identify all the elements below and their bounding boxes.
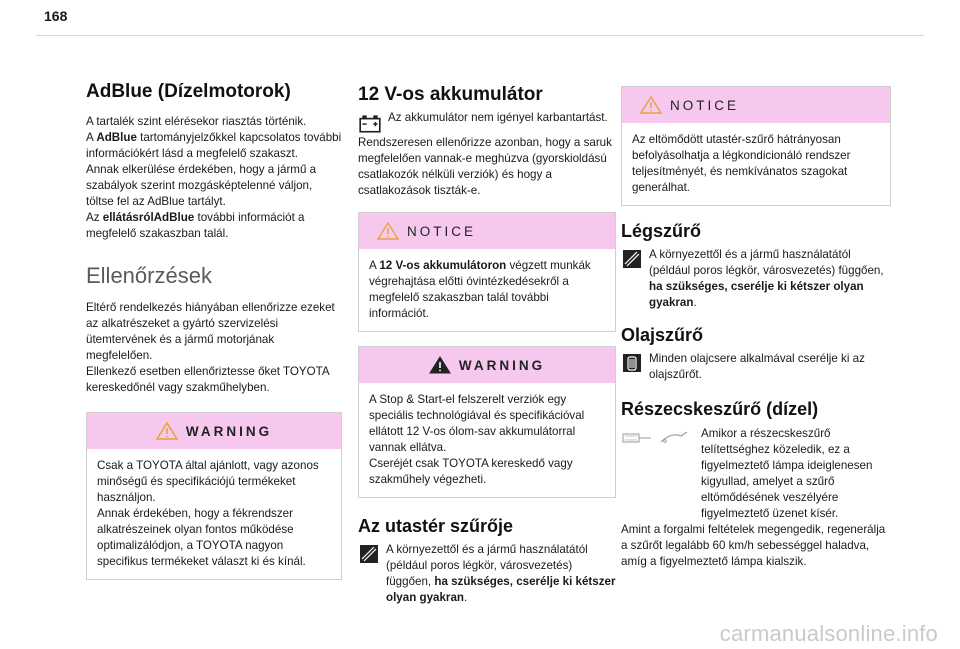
battery-text-1: Az akkumulátor nem igényel karbantartást. [388, 111, 608, 124]
checks-text-1: Eltérő rendelkezés hiányában ellenőrizze ezeket az alkatrészeket a gyártó szervizelési ütemtervének és a jármű motorjának megfelelően. [86, 301, 335, 362]
warning-triangle-icon [429, 356, 451, 374]
section-title-battery: 12 V-os akkumulátor [358, 84, 543, 105]
warning-label: WARNING [185, 423, 273, 439]
warning-box-header [359, 347, 615, 383]
warning-box-header [87, 413, 341, 449]
watermark: carmanualsonline.info [719, 621, 938, 646]
section-title-oil-filter: Olajszűrő [621, 325, 704, 345]
section-title-checks: Ellenőrzések [86, 263, 212, 288]
warning-text-1: Csak a TOYOTA által ajánlott, vagy azonos minőségű és specifikációjú termékeket használjon. [97, 459, 319, 504]
section-title-air-filter: Légszűrő [621, 221, 702, 241]
column-2 [358, 80, 616, 606]
warning-label: WARNING [458, 357, 546, 373]
notice-box-header [622, 87, 890, 123]
column-1 [86, 80, 342, 580]
particle-filter-text-2: Amint a forgalmi feltételek megengedik, regenerálja a szűrőt legalább 60 km/h sebességgel haladva, amíg a figyelmeztető lámpa kialszik. [621, 523, 886, 568]
section-title-cabin-filter: Az utastér szűrője [358, 516, 514, 536]
adblue-text-1: A tartalék szint elérésekor riasztás történik. [86, 115, 307, 128]
warning-text-2: Annak érdekében, hogy a fékrendszer alkatrészeinek olyan fontos működése optimalizálódjon, a TOYOTA nagyon specifikus termékeket választ ki és kínál. [97, 507, 306, 568]
warning-triangle-icon [377, 222, 399, 240]
cabin-filter-text: A környezettől és a jármű használatától (például poros légkör, városvezetés) függően, ha szükséges, cserélje ki kétszer olyan gyakran. [386, 543, 616, 604]
particle-filter-icon [621, 428, 691, 448]
section-title-adblue: AdBlue (Dízelmotorok) [86, 81, 291, 102]
adblue-text-4: Az ellátásrólAdBlue további információt a megfelelő szakaszban talál. [86, 211, 305, 240]
notice-label: NOTICE [670, 97, 740, 113]
filter-icon [358, 543, 380, 565]
notice-label: NOTICE [407, 223, 477, 239]
header-divider [36, 35, 924, 36]
notice-text: A 12 V-os akkumulátoron végzett munkák végrehajtása előtti óvintézkedésekről a megfelelő szakaszban talál további információt. [369, 259, 591, 320]
particle-filter-text-1: Amikor a részecskeszűrő telítettséghez közeledik, ez a figyelmeztető lámpa ideiglenesen kigyullad, amelyet a szűrő eltömődésének veszélyére figyelmeztető üzenet kísér. [701, 427, 873, 520]
section-title-particle-filter: Részecskeszűrő (dízel) [621, 399, 819, 419]
oil-filter-text: Minden olajcsere alkalmával cserélje ki az olajszűrőt. [649, 352, 865, 381]
warning-triangle-icon [156, 422, 178, 440]
page-number: 168 [44, 8, 68, 24]
adblue-text-3: Annak elkerülése érdekében, hogy a jármű a szabályok szerint mozgásképtelenné váljon, töltse fel az AdBlue tartályt. [86, 163, 317, 208]
warning-box-1 [86, 412, 342, 580]
oil-filter-icon [621, 352, 643, 374]
warning-text-1: A Stop & Start-el felszerelt verziók egy speciális technológiával és specifikációval ellátott 12 V-os ólom-sav akkumulátorral vannak ellátva. [369, 393, 585, 454]
warning-triangle-icon [640, 96, 662, 114]
column-3 [621, 86, 891, 570]
air-filter-text: A környezettől és a jármű használatától (például poros légkör, városvezetés) függően, ha szükséges, cserélje ki kétszer olyan gyakran. [649, 248, 884, 309]
notice-box-2 [621, 86, 891, 206]
battery-icon [358, 111, 382, 135]
warning-box-2 [358, 346, 616, 498]
adblue-text-2: A AdBlue tartományjelzőkkel kapcsolatos további információkért lásd a megfelelő szakaszt. [86, 131, 342, 160]
notice-text: Az eltömődött utastér-szűrő hátrányosan befolyásolhatja a légkondicionáló rendszer teljesítményét, és nemkívánatos szagokat generálhat. [632, 133, 851, 194]
filter-icon [621, 248, 643, 270]
checks-text-2: Ellenkező esetben ellenőriztesse őket TOYOTA kereskedőnél vagy szakműhelyben. [86, 365, 329, 394]
notice-box-1 [358, 212, 616, 332]
warning-text-2: Cseréjét csak TOYOTA kereskedő vagy szakműhely végezheti. [369, 457, 573, 486]
battery-text-2: Rendszeresen ellenőrizze azonban, hogy a saruk megfelelően vannak-e meghúzva (gyorskioldású csatlakozók nélküli verziók) és hogy a csatlakozások tiszták-e. [358, 136, 612, 197]
notice-box-header [359, 213, 615, 249]
